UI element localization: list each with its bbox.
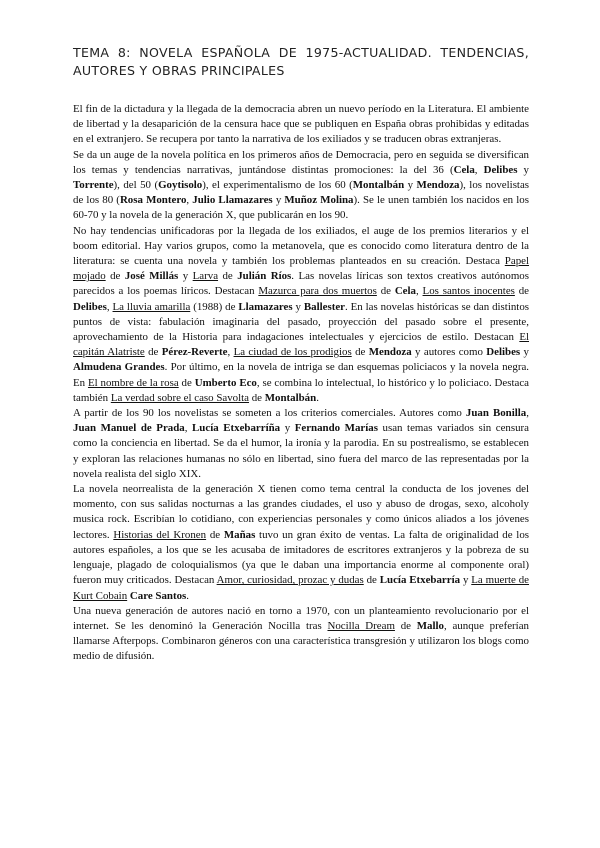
text-run: La novela neorrealista de la generación X tienen como tema central la conducta de los jovenes del momento, con sus salidas nocturnas a las grandes ciudades, el uso y abuso de drogas, sexo, alcoholy musica rock. Escribían lo cotidiano, con experiencias personales y como únicos aliados a los jóvenes lectores. xyxy=(73,483,529,541)
text-run: , xyxy=(415,285,423,298)
author-name: Goytisolo xyxy=(158,179,203,192)
paragraph xyxy=(73,406,529,482)
text-run: A partir de los 90 los novelistas se someten a los criterios comerciales. Autores como xyxy=(73,407,466,420)
paragraph xyxy=(73,604,529,665)
text-run: ), el experimentalismo de los 60 ( xyxy=(202,179,353,192)
author-name: Almudena Grandes xyxy=(73,361,165,374)
author-name: Ballester xyxy=(303,300,346,313)
work-title: La lluvia amarilla xyxy=(112,300,191,313)
work-title: Nocilla Dream xyxy=(327,619,395,632)
text-run: , xyxy=(106,300,113,313)
text-run: y xyxy=(460,574,472,587)
author-name: Juan Bonilla xyxy=(465,407,527,420)
text-run: No hay tendencias unificadoras por la llegada de los exiliados, el auge de los premios literarios y el boom editorial. Hay varios grupos, como la metanovela, que es conocido como literatura dentro de la literatura: se cuenta una novela y también los problemas planteados en su creación. Destaca xyxy=(73,224,529,268)
text-run: , aunque preferían llamarse Afterpops. Combinaron géneros con una característica transgresión y utilizaron los blogs como medio de difusión. xyxy=(73,619,529,663)
author-name: Delibes xyxy=(483,163,518,176)
author-name: Cela xyxy=(394,285,416,298)
work-title: Papel mojado xyxy=(73,255,529,283)
author-name: Mallo xyxy=(416,619,444,632)
author-name: José Millás xyxy=(124,270,179,283)
work-title: El capitán Alatriste xyxy=(73,331,529,359)
paragraph xyxy=(73,482,529,604)
author-name: Pérez-Reverte xyxy=(161,346,228,359)
text-run: y xyxy=(292,300,304,313)
author-name: Delibes xyxy=(73,300,107,313)
author-name: Llamazares xyxy=(238,300,293,313)
work-title: El nombre de la rosa xyxy=(87,376,179,389)
author-name: Cela xyxy=(453,163,475,176)
work-title: La verdad sobre el caso Savolta xyxy=(110,391,250,404)
text-run: de xyxy=(206,528,224,541)
text-run: , xyxy=(474,163,484,176)
author-name: Montalbán xyxy=(264,391,317,404)
text-run: y xyxy=(280,422,295,435)
text-run: de xyxy=(351,346,369,359)
text-run: de xyxy=(105,270,125,283)
text-run: ). Se le unen también los nacidos en los 60-70 y la novela de la generación X, que publicarán en los 90. xyxy=(73,194,529,222)
text-run: El fin de la dictadura y la llegada de la democracia abren un nuevo período en la Literatura. El ambiente de libertad y la desaparición de la censura hace que se publiquen en España obras prohibidas y editadas en el extranjero. Se recupera por tanto la narrativa de los exiliados y se traducen obras extranjeras. xyxy=(73,103,529,146)
text-run: . xyxy=(316,391,319,404)
paragraph xyxy=(73,224,529,406)
work-title: Amor, curiosidad, prozac y dudas xyxy=(216,574,364,587)
text-run: , xyxy=(526,407,529,420)
text-run: . En las novelas históricas se dan distintos puntos de vista: fabulación imaginaria del pasado, proyección del pasado sobre el presente, aprovechamiento de la Historia para indagaciones intelectuales y ejercicios de estilo. Destacan xyxy=(73,300,530,344)
text-run: y xyxy=(404,179,417,192)
author-name: Rosa Montero xyxy=(119,194,187,207)
text-run: , xyxy=(184,422,193,435)
text-run: de xyxy=(363,574,380,587)
text-run: y autores como xyxy=(411,346,487,359)
text-run: ), los novelistas de los 80 ( xyxy=(73,179,530,207)
paragraph xyxy=(73,148,529,224)
author-name: Julián Ríos xyxy=(237,270,292,283)
author-name: Torrente xyxy=(73,179,114,192)
author-name: Lucía Etxebarría xyxy=(379,574,461,587)
author-name: Care Santos xyxy=(129,589,187,602)
text-run: de xyxy=(249,391,265,404)
work-title: La ciudad de los prodigios xyxy=(233,346,352,359)
work-title: La muerte de Kurt Cobain xyxy=(73,574,530,602)
text-run: y xyxy=(517,163,530,176)
work-title: Los santos inocentes xyxy=(422,285,515,298)
author-name: Muñoz Molina xyxy=(284,194,354,207)
author-name: Montalbán xyxy=(352,179,405,192)
text-run: de xyxy=(218,270,238,283)
text-run: y xyxy=(520,346,529,359)
text-run: , se combina lo intelectual, lo histórico y lo policiaco. Destaca también xyxy=(73,376,530,404)
author-name: Delibes xyxy=(486,346,521,359)
text-run: . Por último, en la novela de intriga se dan esquemas policiacos y la novela negra. En xyxy=(73,361,529,389)
author-name: Lucía Etxebarríña xyxy=(192,422,281,435)
work-title: Larva xyxy=(192,270,219,283)
author-name: Mendoza xyxy=(368,346,412,359)
text-run: . xyxy=(186,589,189,602)
text-run: , xyxy=(186,194,193,207)
work-title: Historias del Kronen xyxy=(113,528,207,541)
text-run: (1988) de xyxy=(190,300,239,313)
text-run: tuvo un gran éxito de ventas. La falta de originalidad de los autores españoles, a los que se les acusaba de imitadores de escritores extranjeros y la pobreza de su lenguaje, plagado de coloquialismos (ya que le daban una importancia enorme al componente oral) fueron muy criticados. Destacan xyxy=(73,528,529,587)
author-name: Mañas xyxy=(223,528,256,541)
paragraph xyxy=(73,102,529,148)
text-run: de xyxy=(376,285,395,298)
author-name: Mendoza xyxy=(416,179,460,192)
text-run: y xyxy=(272,194,285,207)
text-run: . Las novelas líricas son textos creativos autónomos parecidos a los poemas líricos. Destacan xyxy=(73,270,529,298)
author-name: Fernando Marías xyxy=(294,422,378,435)
author-name: Juan Manuel de Prada xyxy=(73,422,185,435)
text-run: , xyxy=(227,346,234,359)
author-name: Julio Llamazares xyxy=(192,194,273,207)
author-name: Umberto Eco xyxy=(194,376,257,389)
document-body xyxy=(73,102,529,665)
text-run: Se da un auge de la novela política en los primeros años de Democracia, pero en seguida se diversifican los temas y tendencias narrativas, juntándose distintas promociones: la del 36 ( xyxy=(73,148,529,176)
text-run: ), del 50 ( xyxy=(113,179,159,192)
work-title: Mazurca para dos muertos xyxy=(258,285,377,298)
text-run: y xyxy=(178,270,193,283)
text-run: de xyxy=(514,285,529,298)
text-run: de xyxy=(394,619,417,632)
page-title: TEMA 8: NOVELA ESPAÑOLA DE 1975-ACTUALIDAD. TENDENCIAS, AUTORES Y OBRAS PRINCIPALES xyxy=(73,45,529,78)
text-run: de xyxy=(144,346,162,359)
text-run: Una nueva generación de autores nació en torno a 1970, con un planteamiento revolucionario por el internet. Se les denominó la Generación Nocilla tras xyxy=(73,604,529,632)
text-run: usan temas variados sin censura como la conciencia en libertad. Se da el humor, la ironía y la parodia. En su postrealismo, se establecen y exploran las relaciones humanas no sólo en libertad, sino fuera del marco de las representadas por la novela realista del siglo XIX. xyxy=(73,422,530,480)
text-run: de xyxy=(178,376,195,389)
